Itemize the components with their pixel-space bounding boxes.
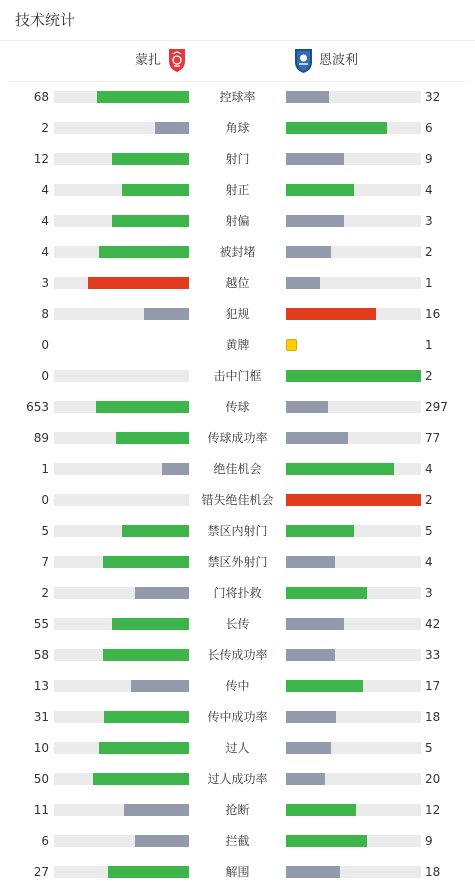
away-stat-bar — [286, 587, 421, 599]
away-stat-bar-fill — [286, 773, 325, 785]
stat-label: 长传 — [225, 617, 250, 631]
stat-label: 控球率 — [219, 90, 256, 104]
home-stat-bar-fill — [135, 835, 189, 847]
away-stat-bar — [286, 370, 421, 382]
away-stat-bar-fill — [286, 432, 348, 444]
stat-row — [0, 738, 475, 758]
home-stat-value: 4 — [41, 183, 49, 197]
home-stat-bar-fill — [112, 215, 189, 227]
stat-row — [0, 87, 475, 107]
away-stat-bar — [286, 494, 421, 506]
stat-label: 黄牌 — [225, 338, 250, 352]
away-stat-value: 3 — [425, 214, 433, 228]
away-stat-bar-fill — [286, 215, 344, 227]
away-stat-bar — [286, 804, 421, 816]
stat-label: 越位 — [225, 276, 250, 290]
away-stat-value: 297 — [425, 400, 448, 414]
away-stat-value: 9 — [425, 152, 433, 166]
stat-row — [0, 583, 475, 603]
away-stat-bar — [286, 463, 421, 475]
away-stat-value: 32 — [425, 90, 441, 104]
home-stat-value: 89 — [33, 431, 49, 445]
home-stat-bar — [54, 401, 189, 413]
stat-label: 射门 — [225, 152, 250, 166]
away-stat-bar-fill — [286, 525, 354, 537]
away-stat-value: 3 — [425, 586, 433, 600]
stat-row — [0, 242, 475, 262]
away-stat-bar-fill — [286, 184, 354, 196]
home-stat-bar — [54, 866, 189, 878]
away-stat-value: 1 — [425, 338, 433, 352]
away-stat-value: 18 — [425, 710, 441, 724]
away-stat-bar-fill — [286, 308, 376, 320]
stat-row — [0, 366, 475, 386]
stat-label: 射偏 — [225, 214, 250, 228]
away-stat-bar-fill — [286, 649, 335, 661]
away-stat-value: 4 — [425, 555, 433, 569]
away-stat-bar — [286, 153, 421, 165]
stat-label: 禁区内射门 — [207, 524, 268, 538]
home-stat-value: 5 — [41, 524, 49, 538]
home-stat-bar-fill — [124, 804, 189, 816]
away-stat-bar-fill — [286, 370, 421, 382]
stat-row — [0, 862, 475, 882]
away-stat-bar — [286, 556, 421, 568]
home-stat-bar-fill — [88, 277, 189, 289]
away-stat-value: 5 — [425, 741, 433, 755]
away-team-name: 恩波利 — [319, 53, 359, 68]
home-stat-value: 7 — [41, 555, 49, 569]
home-stat-bar — [54, 556, 189, 568]
stat-row — [0, 211, 475, 231]
away-stat-bar — [286, 618, 421, 630]
away-stat-value: 33 — [425, 648, 441, 662]
stat-row — [0, 304, 475, 324]
home-stat-bar — [54, 91, 189, 103]
away-stat-value: 4 — [425, 462, 433, 476]
home-stat-value: 6 — [41, 834, 49, 848]
home-stat-bar-fill — [99, 246, 189, 258]
away-stat-bar-fill — [286, 556, 335, 568]
page-title: 技术统计 — [15, 11, 76, 29]
home-stat-bar-fill — [96, 401, 189, 413]
home-stat-value: 4 — [41, 214, 49, 228]
home-stat-value: 3 — [41, 276, 49, 290]
stat-label: 禁区外射门 — [207, 555, 268, 569]
away-stat-value: 6 — [425, 121, 433, 135]
away-stat-bar-fill — [286, 494, 421, 506]
stat-label: 错失绝佳机会 — [201, 493, 274, 507]
away-stat-bar — [286, 401, 421, 413]
away-stat-value: 9 — [425, 834, 433, 848]
home-stat-bar — [54, 804, 189, 816]
stat-row — [0, 397, 475, 417]
away-stat-bar — [286, 742, 421, 754]
away-stat-bar-fill — [286, 463, 394, 475]
stat-row — [0, 831, 475, 851]
home-stat-bar-fill — [103, 649, 189, 661]
away-stat-bar-fill — [286, 91, 329, 103]
stat-row — [0, 769, 475, 789]
stat-row — [0, 552, 475, 572]
home-stat-bar-fill — [93, 773, 189, 785]
home-stat-bar-fill — [122, 184, 190, 196]
away-stat-bar — [286, 649, 421, 661]
home-stat-bar — [54, 308, 189, 320]
away-stat-value: 12 — [425, 803, 441, 817]
home-stat-bar-fill — [97, 91, 189, 103]
stat-label: 过人 — [225, 741, 250, 755]
home-stat-value: 68 — [33, 90, 49, 104]
home-stat-value: 8 — [41, 307, 49, 321]
away-stat-bar — [286, 215, 421, 227]
home-stat-bar — [54, 587, 189, 599]
home-stat-value: 653 — [26, 400, 49, 414]
home-stat-bar — [54, 618, 189, 630]
away-stat-bar-fill — [286, 835, 367, 847]
away-stat-value: 2 — [425, 493, 433, 507]
away-stat-bar-fill — [286, 618, 344, 630]
home-stat-value: 1 — [41, 462, 49, 476]
stat-row — [0, 149, 475, 169]
home-stat-bar-fill — [99, 742, 189, 754]
home-stat-bar-fill — [122, 525, 190, 537]
home-stat-bar-fill — [131, 680, 189, 692]
stat-row — [0, 676, 475, 696]
stat-label: 传球 — [225, 400, 250, 414]
home-stat-bar — [54, 122, 189, 134]
away-stat-value: 2 — [425, 245, 433, 259]
home-stat-bar — [54, 246, 189, 258]
stat-label: 角球 — [225, 121, 250, 135]
home-stat-bar — [54, 463, 189, 475]
stat-label: 被封堵 — [219, 245, 256, 259]
stat-row — [0, 521, 475, 541]
home-stat-value: 31 — [33, 710, 49, 724]
stat-row — [0, 490, 475, 510]
away-stat-value: 5 — [425, 524, 433, 538]
home-stat-bar-fill — [162, 463, 189, 475]
home-stat-bar-fill — [104, 711, 189, 723]
home-stat-bar — [54, 649, 189, 661]
stat-label: 传球成功率 — [207, 431, 268, 445]
home-stat-bar-fill — [116, 432, 189, 444]
home-stat-bar-fill — [103, 556, 189, 568]
home-stat-bar — [54, 277, 189, 289]
away-stat-bar — [286, 308, 421, 320]
home-stat-value: 11 — [33, 803, 49, 817]
away-stat-value: 42 — [425, 617, 441, 631]
stat-row — [0, 273, 475, 293]
away-stat-bar — [286, 773, 421, 785]
away-stat-bar — [286, 680, 421, 692]
away-stat-value: 18 — [425, 865, 441, 879]
home-stat-bar — [54, 184, 189, 196]
home-stat-value: 55 — [33, 617, 49, 631]
away-stat-bar-fill — [286, 587, 367, 599]
away-yellow-card-icon — [286, 339, 297, 351]
away-stat-value: 4 — [425, 183, 433, 197]
away-stat-value: 1 — [425, 276, 433, 290]
stat-label: 解围 — [225, 865, 250, 879]
stat-label: 传中 — [225, 679, 250, 693]
away-stat-bar — [286, 835, 421, 847]
away-stat-bar-fill — [286, 122, 387, 134]
away-stat-bar-fill — [286, 711, 336, 723]
away-stat-bar — [286, 866, 421, 878]
stat-row — [0, 335, 475, 355]
home-stat-bar — [54, 773, 189, 785]
away-stat-bar-fill — [286, 742, 331, 754]
home-stat-value: 27 — [33, 865, 49, 879]
stat-label: 绝佳机会 — [213, 462, 262, 476]
home-stat-bar-fill — [144, 308, 189, 320]
away-stat-bar-fill — [286, 246, 331, 258]
home-stat-bar-fill — [135, 587, 189, 599]
away-stat-bar — [286, 91, 421, 103]
stat-label: 传中成功率 — [207, 710, 268, 724]
stat-row — [0, 707, 475, 727]
away-stat-bar-fill — [286, 277, 320, 289]
away-stat-bar-fill — [286, 804, 356, 816]
away-stat-value: 17 — [425, 679, 441, 693]
away-stat-bar — [286, 277, 421, 289]
home-stat-bar — [54, 494, 189, 506]
home-stat-value: 2 — [41, 586, 49, 600]
away-stat-bar — [286, 122, 421, 134]
away-stat-bar-fill — [286, 153, 344, 165]
home-stat-bar — [54, 432, 189, 444]
home-stat-bar — [54, 835, 189, 847]
stat-label: 抢断 — [225, 803, 250, 817]
home-stat-bar — [54, 680, 189, 692]
away-stat-bar — [286, 184, 421, 196]
away-stat-value: 16 — [425, 307, 441, 321]
stat-row — [0, 428, 475, 448]
stat-label: 射正 — [225, 183, 250, 197]
home-stat-value: 13 — [33, 679, 49, 693]
away-stat-bar-fill — [286, 401, 328, 413]
away-stat-bar — [286, 711, 421, 723]
away-stat-value: 2 — [425, 369, 433, 383]
home-stat-value: 58 — [33, 648, 49, 662]
stat-label: 犯规 — [225, 307, 250, 321]
home-stat-bar — [54, 525, 189, 537]
stat-label: 击中门框 — [213, 369, 262, 383]
home-stat-value: 12 — [33, 152, 49, 166]
stat-row — [0, 180, 475, 200]
stat-label: 门将扑救 — [213, 586, 262, 600]
home-stat-value: 0 — [41, 369, 49, 383]
home-stat-bar-fill — [112, 153, 189, 165]
away-stat-bar — [286, 246, 421, 258]
home-stat-bar-fill — [155, 122, 189, 134]
home-stat-bar — [54, 742, 189, 754]
home-stat-bar-fill — [108, 866, 189, 878]
home-stat-value: 0 — [41, 338, 49, 352]
away-stat-value: 20 — [425, 772, 441, 786]
away-stat-bar-fill — [286, 866, 340, 878]
away-stat-bar-fill — [286, 680, 363, 692]
stat-label: 过人成功率 — [207, 772, 268, 786]
home-stat-value: 50 — [33, 772, 49, 786]
stat-row — [0, 459, 475, 479]
stat-row — [0, 800, 475, 820]
away-stat-bar — [286, 432, 421, 444]
stat-row — [0, 614, 475, 634]
stat-row — [0, 118, 475, 138]
home-stat-bar — [54, 153, 189, 165]
home-stat-value: 2 — [41, 121, 49, 135]
home-stat-bar-fill — [112, 618, 189, 630]
away-stat-bar — [286, 525, 421, 537]
home-team-name: 蒙扎 — [134, 53, 161, 68]
stat-row — [0, 645, 475, 665]
home-stat-bar — [54, 711, 189, 723]
home-stat-value: 10 — [33, 741, 49, 755]
stat-label: 拦截 — [225, 834, 250, 848]
home-stat-value: 4 — [41, 245, 49, 259]
home-stat-bar — [54, 370, 189, 382]
stat-label: 长传成功率 — [207, 648, 268, 662]
home-stat-bar — [54, 215, 189, 227]
home-stat-value: 0 — [41, 493, 49, 507]
away-stat-value: 77 — [425, 431, 441, 445]
